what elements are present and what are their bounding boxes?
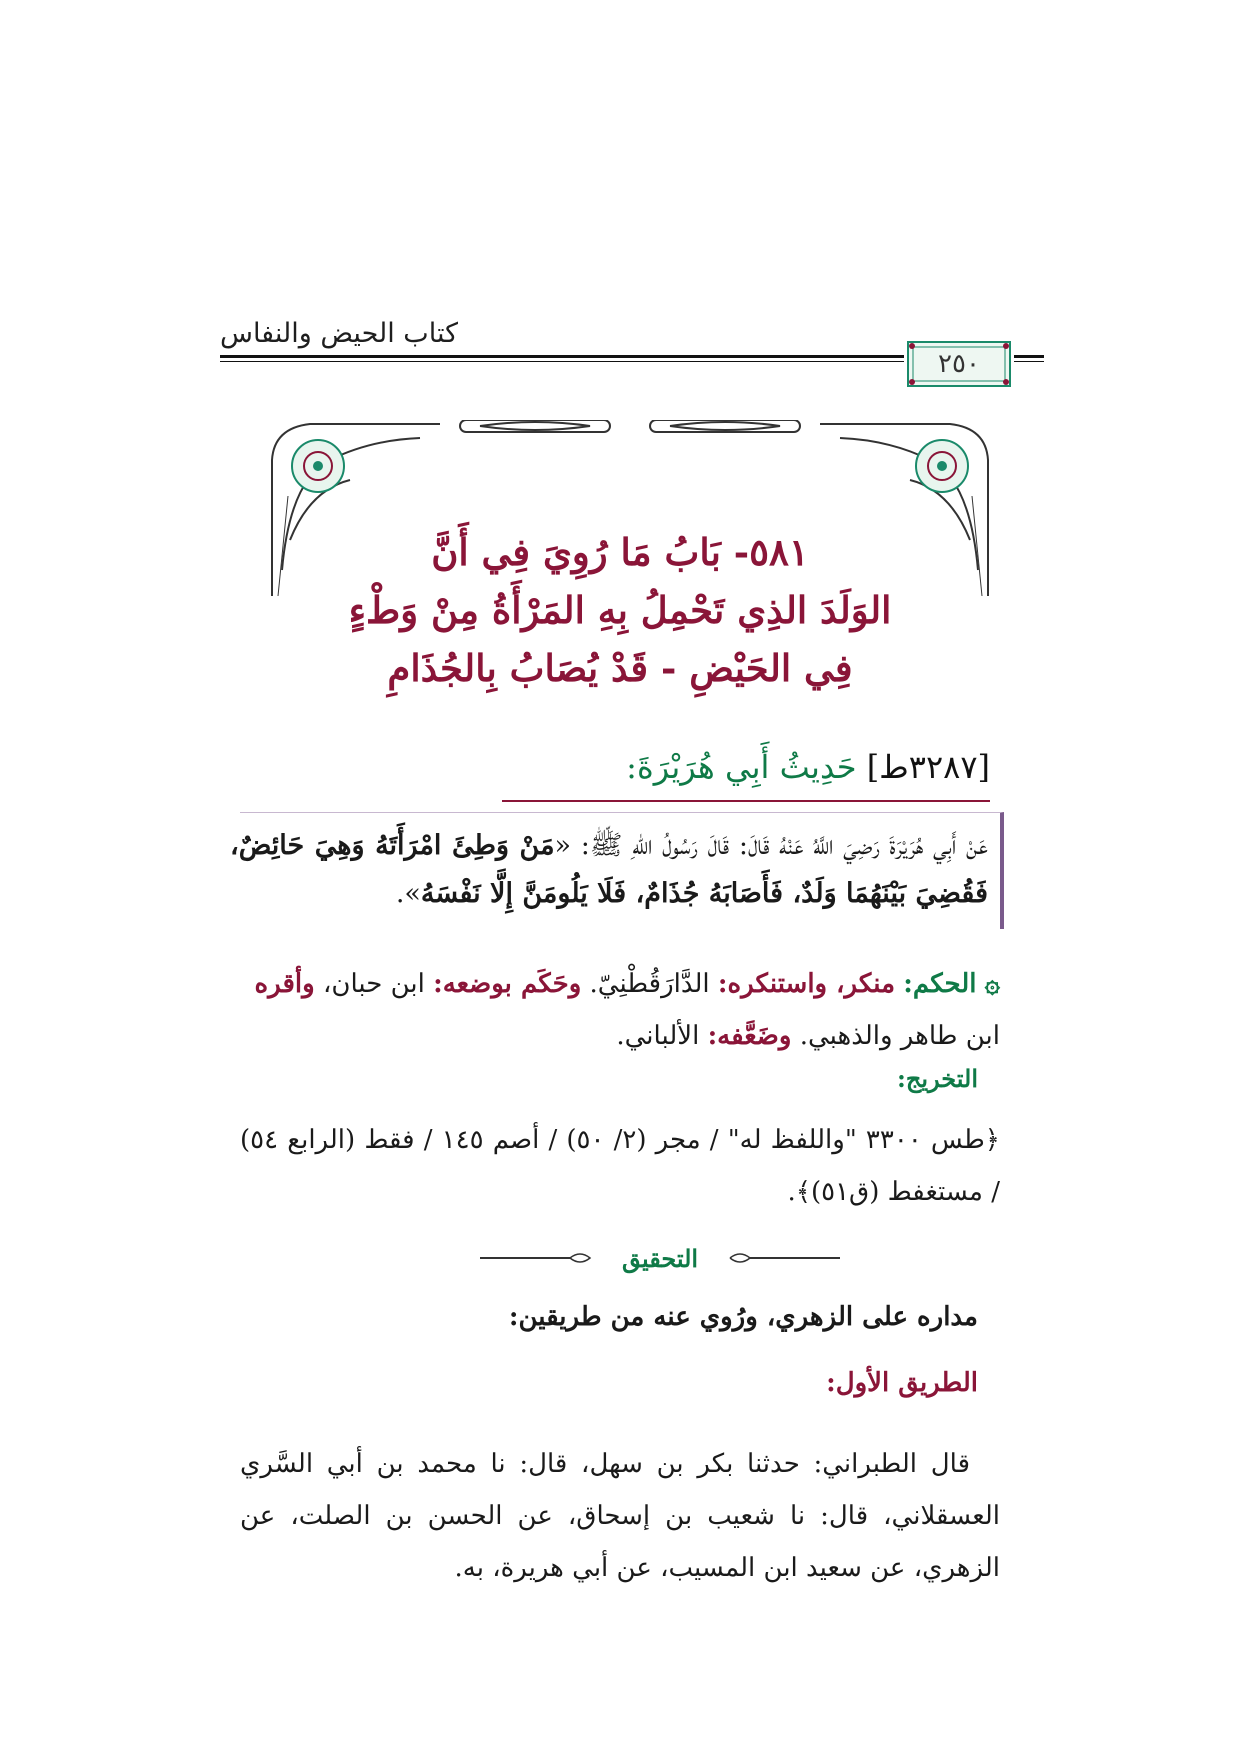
path-label: الطريق الأول:	[826, 1368, 978, 1398]
verdict-fabricated-label: وحَكَم بوضعه:	[433, 969, 582, 999]
book-title: كتاب الحيض والنفاس	[220, 318, 458, 349]
header-rule-right-2	[1014, 361, 1044, 362]
hadith-close: ».	[395, 878, 421, 909]
hadith-text	[230, 822, 988, 918]
header-rule-left	[220, 355, 904, 358]
page-number: ٢٥٠	[938, 349, 980, 379]
chapter-title-line-2: الوَلَدَ الذِي تَحْمِلُ بِهِ المَرْأَةُ مِنْ وَطْءٍ	[348, 588, 892, 632]
hadith-intro: عَنْ أَبِي هُرَيْرَةَ رَضِيَ اللَّهُ عَنْهُ قَالَ: قَالَ رَسُولُ اللهِ ﷺ: «	[554, 830, 988, 861]
tahqiq-label: التحقيق	[621, 1244, 699, 1273]
verdict-weak-by: الألباني.	[616, 1021, 700, 1051]
header-rule-right	[1014, 355, 1044, 358]
verdict-weak-label: وضَعَّفه:	[707, 1021, 792, 1051]
verdict-paragraph	[240, 958, 1000, 1062]
takhrij-text: ﴿طس ٣٣٠٠ "واللفظ له" / مجر (٢/ ٥٠) / أصم ١٤٥ / فقط (الرابع ٥٤) / مستغفط (ق٥١)﴾.	[240, 1125, 1001, 1207]
analysis-summary: مداره على الزهري، ورُوي عنه من طريقين:	[508, 1302, 978, 1332]
header-rule-left-2	[220, 361, 904, 362]
verdict-approved-label: وأقره	[254, 969, 315, 999]
hadith-title: حَدِيثُ أَبِي هُرَيْرَةَ:	[626, 748, 857, 786]
verdict-marker-icon: ۞	[984, 969, 1000, 999]
verdict-fabricated-by: ابن حبان،	[322, 969, 425, 999]
hadith-code: [٣٢٨٧ط]	[866, 748, 990, 786]
verdict-approved-by: ابن طاهر والذهبي.	[799, 1021, 1000, 1051]
hadith-heading-rule	[502, 800, 990, 802]
verdict-grade: منكر، واستنكره:	[717, 969, 896, 999]
verdict-label: الحكم:	[903, 969, 977, 999]
analysis-body: قال الطبراني: حدثنا بكر بن سهل، قال: نا محمد بن أبي السَّري العسقلاني، قال: نا شعيب بن إسحاق، عن الحسن بن الصلت، عن الزهري، عن سعيد ابن المسيب، عن أبي هريرة، به.	[240, 1449, 1000, 1583]
hadith-matn: مَنْ وَطِئَ امْرَأَتَهُ وَهِيَ حَائِضٌ، فَقُضِيَ بَيْنَهُمَا وَلَدٌ، فَأَصَابَهُ جُذَامٌ، فَلَا يَلُومَنَّ إِلَّا نَفْسَهُ	[230, 830, 988, 909]
verdict-grade-by: الدَّارَقُطْنِيّ.	[589, 969, 710, 999]
hadith-heading	[626, 748, 990, 786]
page-number-frame	[906, 340, 1012, 388]
chapter-title-line-3: فِي الحَيْضِ - قَدْ يُصَابُ بِالجُذَامِ	[387, 646, 853, 690]
takhrij-label: التخريج:	[897, 1064, 978, 1093]
chapter-title-line-1: ٥٨١- بَابُ مَا رُوِيَ فِي أَنَّ	[431, 530, 809, 574]
